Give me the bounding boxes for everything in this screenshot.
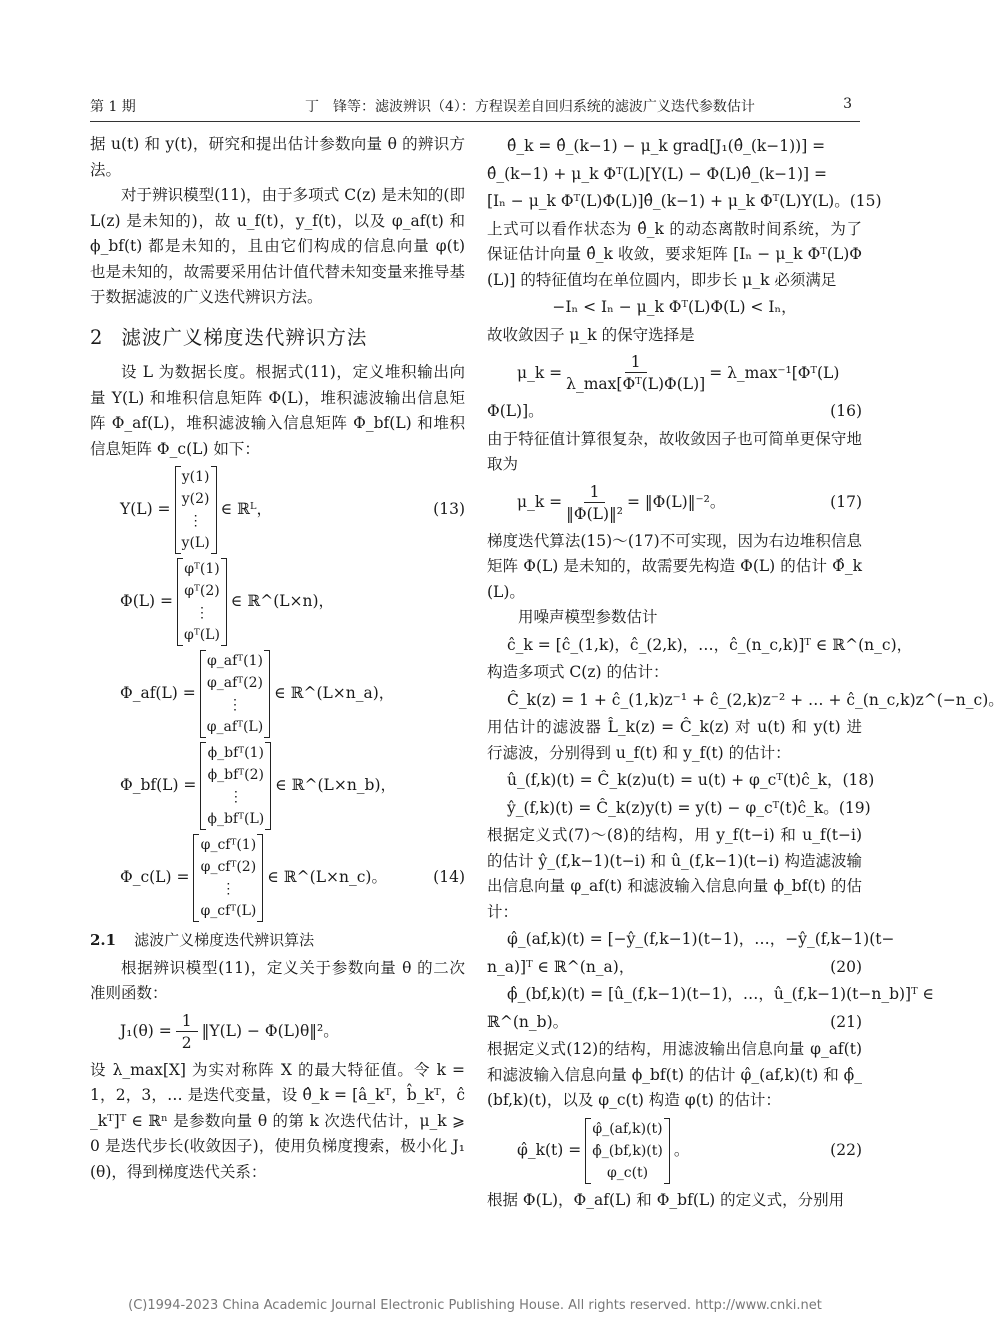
page-header: [90, 92, 860, 120]
paragraph: 根据 Φ(L)，Φ_af(L) 和 Φ_bf(L) 的定义式，分别用: [487, 1190, 845, 1209]
equation-number: (18): [842, 771, 875, 789]
equation-15-line2: θ̂_(k−1) + μ_k Φᵀ(L)[Y(L) − Φ(L)θ̂_(k−1)] =: [487, 164, 827, 183]
matrix: [177, 558, 227, 646]
running-title: 丁 锋等：滤波辨识（4）：方程误差自回归系统的滤波广义迭代参数估计: [305, 99, 755, 115]
equation-phi-af: [120, 650, 465, 738]
matrix-entry: φ_afᵀ(2): [206, 675, 263, 691]
equation-number: (15): [849, 192, 882, 210]
paragraph: 用估计的滤波器 L̂_k(z) = Ĉ_k(z) 对 u(t) 和 y(t) 进行滤波，分别得到 u_f(t) 和 y_f(t) 的估计：: [487, 718, 862, 762]
eq-rhs: ‖Y(L) − Φ(L)θ‖²。: [201, 1022, 339, 1041]
equation-number: (21): [830, 1012, 862, 1031]
equation-15-line3: [487, 189, 882, 215]
eq-rhs: = ‖Φ(L)‖⁻²。: [626, 493, 726, 512]
equation-16: [517, 352, 862, 395]
eq-lhs: φ̂_k(t) =: [517, 1140, 582, 1159]
equation-number: (20): [830, 957, 862, 976]
eq-rhs: ∈ ℝ^(L×n_a)，: [274, 684, 395, 703]
eq-rhs: ∈ ℝ^(L×n_b)，: [275, 776, 397, 795]
matrix-entry: φᵀ(2): [184, 583, 220, 599]
eq-lhs: Φ_af(L) =: [120, 684, 196, 703]
fraction: [566, 482, 623, 525]
equation-number: (17): [830, 493, 862, 512]
matrix-entry: ϕ_bfᵀ(1): [207, 745, 265, 761]
eq-lhs: Φ_c(L) =: [120, 868, 190, 887]
eq-rhs: ∈ ℝ^(L×n)，: [230, 592, 335, 611]
matrix: [585, 1118, 670, 1184]
section-heading: [90, 325, 465, 351]
matrix-entry: ⋮: [221, 881, 236, 897]
matrix-entry: φᵀ(1): [184, 561, 220, 577]
eq-text: n_a)]ᵀ ∈ ℝ^(n_a)，: [487, 957, 635, 976]
matrix-entry: ⋮: [188, 513, 203, 529]
paragraph: 根据定义式(12)的结构，用滤波输出信息向量 φ_af(t) 和滤波输入信息向量 ϕ_bf(t) 的估计 φ̂_(af,k)(t) 和 ϕ̂_(bf,k)(t)，以及 φ_c(t) 构造 φ(t) 的估计：: [487, 1040, 862, 1109]
paragraph: 根据辨识模型(11)，定义关于参数向量 θ 的二次准则函数：: [90, 958, 465, 1002]
equation-16-line2: [487, 399, 862, 425]
matrix-entry: ⋮: [227, 697, 242, 713]
paragraph: 对于辨识模型(11)，由于多项式 C(z) 是未知的(即 L(z) 是未知的)，故 u_f(t)，y_f(t)，以及 φ_af(t) 和 ϕ_bf(t) 都是未知的，且由它们构成的信息向量 φ(t) 也是未知的，故需要采用估计值代替未知变量来推导基于数据滤波的广义迭代辨识方法。: [90, 186, 465, 306]
eq-text: [Iₙ − μ_k Φᵀ(L)Φ(L)]θ̂_(k−1) + μ_k Φᵀ(L)Y(L)。: [487, 192, 850, 210]
matrix-entry: y(L): [181, 535, 210, 551]
paragraph: 设 L 为数据长度。根据式(11)，定义堆积输出向量 Y(L) 和堆积信息矩阵 Φ(L)，堆积滤波输出信息矩阵 Φ_af(L)，堆积滤波输入信息矩阵 Φ_bf(L) 和堆积信息矩阵 Φ_c(L) 如下：: [90, 363, 465, 458]
matrix-entry: ϕ_bfᵀ(L): [207, 811, 265, 827]
matrix-entry: φᵀ(L): [184, 627, 220, 643]
matrix-entry: φ_cfᵀ(2): [200, 859, 257, 875]
denominator: ‖Φ(L)‖²: [566, 504, 623, 523]
equation-number: (22): [830, 1140, 862, 1159]
eq-rhs: ∈ ℝ^(L×n_c)。: [267, 868, 387, 887]
matrix-entry: ⋮: [228, 789, 243, 805]
paragraph: 根据定义式(7)～(8)的结构，用 y_f(t−i) 和 u_f(t−i) 的估计 ŷ_(f,k−1)(t−i) 和 û_(f,k−1)(t−i) 构造滤波输出信息向量 φ_af(t) 和滤波输入信息向量 ϕ_bf(t) 的估计：: [487, 826, 862, 921]
matrix-entry: y(2): [181, 491, 210, 507]
equation-21-line1: ϕ̂_(bf,k)(t) = [û_(f,k−1)(t−1)，…，û_(f,k−1)(t−n_b)]ᵀ ∈: [507, 985, 934, 1003]
matrix-entry: φ_cfᵀ(L): [200, 903, 257, 919]
matrix-entry: ϕ_bfᵀ(2): [207, 767, 265, 783]
equation-20-line1: φ̂_(af,k)(t) = [−ŷ_(f,k−1)(t−1)，…，−ŷ_(f,k−1)(t−: [507, 930, 895, 948]
eq-text: ŷ_(f,k)(t) = Ĉ_k(z)y(t) = y(t) − φ_cᵀ(t)ĉ_k。: [507, 798, 839, 817]
paragraph: 构造多项式 C(z) 的估计：: [487, 663, 669, 681]
copyright-footer: (C)1994-2023 China Academic Journal Electronic Publishing House. All rights reserved. http://www.cnki.net: [128, 1298, 822, 1313]
eq-text: û_(f,k)(t) = Ĉ_k(z)u(t) = u(t) + φ_cᵀ(t)ĉ_k，: [507, 771, 843, 789]
equation-number: (19): [838, 798, 871, 817]
equation-18: [487, 768, 875, 794]
eq-text: Φ(L)]。: [487, 402, 544, 420]
eq-lhs: J₁(θ) =: [120, 1022, 172, 1041]
equation-17: [517, 482, 862, 525]
equation-number: (14): [433, 868, 465, 887]
matrix-entry: φ̂_(af,k)(t): [592, 1120, 663, 1137]
matrix-entry: φ_cfᵀ(1): [200, 837, 257, 853]
equation-15-line1: θ̂_k = θ̂_(k−1) − μ_k grad[J₁(θ̂_(k−1))] =: [507, 137, 826, 155]
eq-rhs: ∈ ℝᴸ，: [220, 500, 272, 519]
paragraph: 据 u(t) 和 y(t)，研究和提出估计参数向量 θ 的辨识方法。: [90, 135, 465, 179]
matrix-entry: φ_afᵀ(L): [206, 719, 264, 735]
matrix-entry: ϕ̂_(bf,k)(t): [592, 1142, 663, 1159]
equation-21-line2: [487, 1010, 862, 1036]
right-column: [487, 132, 1004, 1213]
equation-13: [120, 466, 465, 554]
subsection-number: 2.1: [90, 931, 117, 949]
paragraph: 上式可以看作状态为 θ̂_k 的动态离散时间系统，为了保证估计向量 θ̂_k 收敛，要求矩阵 [Iₙ − μ_k Φᵀ(L)Φ(L)] 的特征值均在单位圆内，即步长 μ_k 必须满足: [487, 219, 862, 289]
denominator: λ_max[Φᵀ(L)Φ(L)]: [566, 375, 706, 393]
matrix: [175, 466, 217, 554]
fraction: [566, 352, 705, 395]
matrix-entry: φ_c(t): [606, 1164, 649, 1181]
denominator: 2: [181, 1033, 192, 1052]
eq-lhs: μ_k =: [517, 493, 563, 512]
eq-lhs: Φ(L) =: [120, 592, 174, 611]
eq-lhs: Φ_bf(L) =: [120, 776, 197, 795]
equation-Ck: Ĉ_k(z) = 1 + ĉ_(1,k)z⁻¹ + ĉ_(2,k)z⁻² + … + ĉ_(n_c,k)z^(−n_c)。: [507, 690, 1004, 709]
issue-label: 第 1 期: [90, 99, 136, 115]
left-column: [90, 132, 465, 1185]
header-rule: [90, 121, 860, 122]
equation-ck: ĉ_k = [ĉ_(1,k)，ĉ_(2,k)，…，ĉ_(n_c,k)]ᵀ ∈ ℝ^(n_c)，: [507, 635, 913, 654]
fraction: [176, 1011, 198, 1054]
paragraph: 梯度迭代算法(15)～(17)不可实现，因为右边堆积信息矩阵 Φ(L) 是未知的，故需要先构造 Φ(L) 的估计 Φ̂_k(L)。: [487, 531, 862, 601]
matrix-entry: ⋮: [194, 605, 209, 621]
equation-19: [487, 796, 871, 822]
eq-rhs: = λ_max⁻¹[Φᵀ(L): [709, 363, 840, 382]
matrix: [193, 834, 263, 922]
subsection-heading: [90, 928, 465, 954]
eq-lhs: Y(L) =: [120, 500, 171, 519]
eq-rhs: 。: [673, 1140, 690, 1159]
matrix-entry: φ_afᵀ(1): [206, 653, 263, 669]
section-title: 滤波广义梯度迭代辨识方法: [121, 325, 368, 349]
equation-phi: [120, 558, 465, 646]
numerator: 1: [584, 482, 606, 503]
matrix-entry: y(1): [181, 469, 210, 485]
numerator: 1: [625, 352, 647, 373]
eq-lhs: μ_k =: [517, 363, 563, 382]
equation-phi-bf: [120, 742, 465, 830]
page-number: 3: [843, 96, 852, 112]
paragraph: 设 λ_max[X] 为实对称阵 X 的最大特征值。令 k = 1，2，3，… 是迭代变量，设 θ̂_k = [â_kᵀ，b̂_kᵀ，ĉ_kᵀ]ᵀ ∈ ℝⁿ 是参数向量 θ 的第 k 次迭代估计，μ_k ⩾ 0 是迭代步长(收敛因子)，使用负梯度搜索，极小化 J₁(θ)，得到梯度迭代关系：: [90, 1060, 465, 1181]
paragraph: 故收敛因子 μ_k 的保守选择是: [487, 325, 695, 344]
numerator: 1: [176, 1011, 198, 1032]
matrix: [200, 650, 270, 738]
equation-22: [517, 1118, 862, 1184]
paragraph: 由于特征值计算很复杂，故收敛因子也可简单更保守地取为: [487, 429, 862, 473]
section-number: 2: [90, 325, 104, 349]
paragraph: 用噪声模型参数估计: [518, 608, 658, 626]
subsection-title: 滤波广义梯度迭代辨识算法: [134, 931, 315, 949]
equation-number: (16): [830, 402, 862, 420]
equation-number: (13): [433, 500, 465, 519]
eq-text: ℝ^(n_b)。: [487, 1012, 569, 1031]
equation-14: [120, 834, 465, 922]
equation-j1: [120, 1011, 465, 1054]
equation-inequality: −Iₙ < Iₙ − μ_k Φᵀ(L)Φ(L) < Iₙ，: [552, 298, 797, 316]
matrix: [200, 742, 271, 830]
equation-20-line2: [487, 955, 862, 981]
